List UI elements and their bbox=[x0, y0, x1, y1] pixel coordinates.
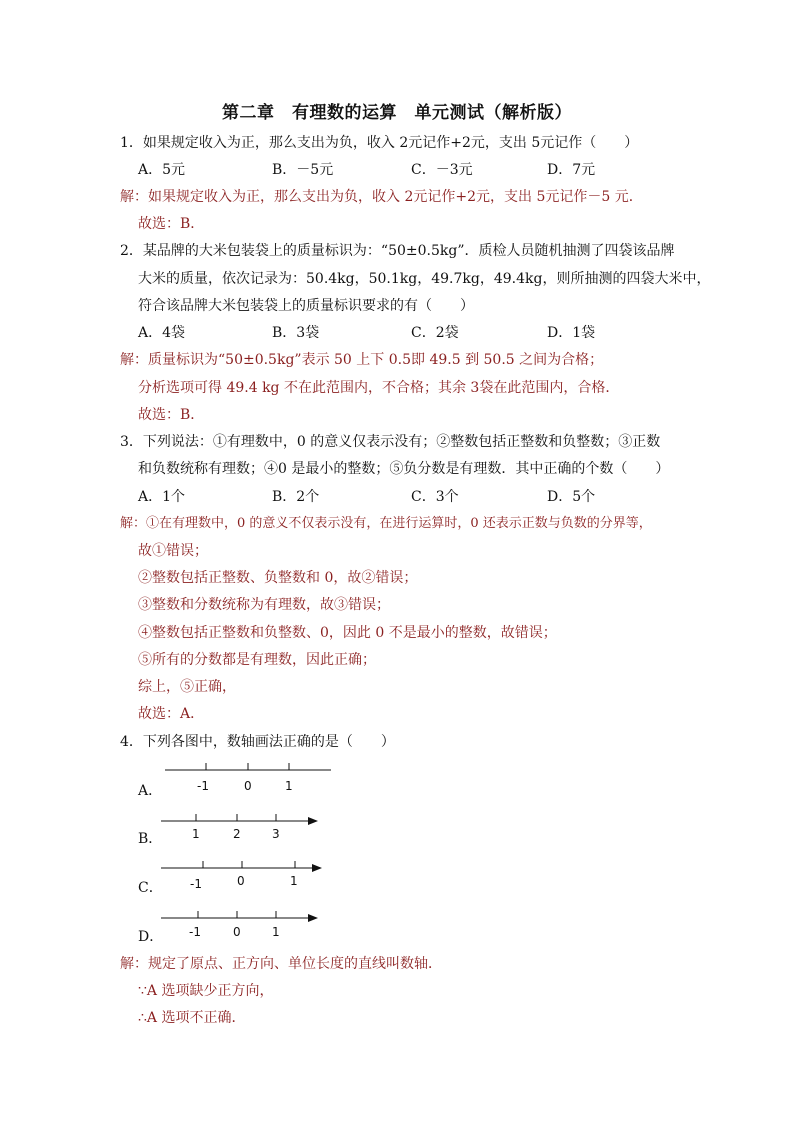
q2-option-d: D．1袋 bbox=[547, 325, 596, 341]
q3-choice: 故选：A． bbox=[138, 706, 205, 722]
axis-d-arrow bbox=[308, 914, 318, 922]
q4-axis-c bbox=[155, 858, 345, 896]
q2-stem-line2: 大米的质量，依次记录为：50.4kg，50.1kg，49.7kg，49.4kg，则所抽测的四袋大米中， bbox=[138, 271, 711, 287]
q1-option-a: A．5元 bbox=[138, 162, 186, 178]
q4-axis-b bbox=[155, 811, 345, 849]
q3-summary: 综上，⑤正确， bbox=[138, 679, 236, 695]
q2-stem-line1: 2．某品牌的大米包装袋上的质量标识为：“50±0.5kg”．质检人员随机抽测了四袋该品牌 bbox=[120, 243, 675, 259]
q1-stem: 1．如果规定收入为正，那么支出为负，收入 2元记作+2元，支出 5元记作（ ） bbox=[120, 135, 639, 151]
q2-solution-line1: 解：质量标识为“50±0.5kg”表示 50 上下 0.5即 49.5 到 50.5 之间为合格； bbox=[120, 352, 604, 368]
q1-option-c: C．－3元 bbox=[411, 162, 473, 178]
q3-stem-line1: 3．下列说法：①有理数中，0 的意义仅表示没有；②整数包括正整数和负整数；③正数 bbox=[120, 434, 661, 450]
q1-option-d: D．7元 bbox=[547, 162, 596, 178]
q1-choice: 故选：B． bbox=[138, 216, 205, 232]
axis-c-arrow bbox=[312, 864, 322, 872]
q4-option-d-label: D． bbox=[138, 929, 164, 945]
q2-option-b: B．3袋 bbox=[272, 325, 320, 341]
q3-option-b: B．2个 bbox=[272, 489, 320, 505]
q4-option-c-label: C． bbox=[138, 880, 163, 896]
q2-option-c: C．2袋 bbox=[411, 325, 459, 341]
q3-solution-line5: ⑤所有的分数都是有理数，因此正确； bbox=[138, 652, 376, 668]
q2-choice: 故选：B． bbox=[138, 407, 205, 423]
q3-stem-line2: 和负数统称有理数；④0 是最小的整数；⑤负分数是有理数．其中正确的个数（ ） bbox=[138, 461, 670, 477]
q2-option-a: A．4袋 bbox=[138, 325, 186, 341]
q1-option-b: B．－5元 bbox=[272, 162, 334, 178]
q3-option-c: C．3个 bbox=[411, 489, 459, 505]
q4-option-a-label: A． bbox=[138, 783, 163, 799]
q1-solution: 解：如果规定收入为正，那么支出为负，收入 2元记作+2元，支出 5元记作－5 元． bbox=[120, 189, 643, 205]
q2-solution-line2: 分析选项可得 49.4 kg 不在此范围内，不合格；其余 3袋在此范围内，合格． bbox=[138, 380, 620, 396]
axis-d-tick-label: 1 bbox=[272, 925, 280, 939]
axis-c-tick-label: 1 bbox=[290, 874, 298, 888]
axis-b-tick-label: 1 bbox=[192, 827, 200, 841]
axis-d-tick-label: -1 bbox=[189, 925, 201, 939]
q3-solution-line2: ②整数包括正整数、负整数和 0，故②错误； bbox=[138, 570, 418, 586]
axis-c-tick-label: -1 bbox=[190, 877, 202, 891]
page-title: 第二章 有理数的运算 单元测试（解析版） bbox=[222, 103, 572, 123]
axis-a-tick-label: -1 bbox=[197, 779, 209, 793]
q3-solution-line1b: 故①错误； bbox=[138, 543, 208, 559]
axis-b-tick-label: 3 bbox=[272, 827, 280, 841]
q4-stem: 4．下列各图中，数轴画法正确的是（ ） bbox=[120, 734, 395, 750]
q4-axis-a bbox=[155, 760, 345, 798]
q4-axis-d bbox=[155, 908, 345, 946]
q4-solution-line1: 解：规定了原点、正方向、单位长度的直线叫数轴． bbox=[120, 956, 442, 972]
axis-a-tick-label: 1 bbox=[285, 779, 293, 793]
q2-stem-line3: 符合该品牌大米包装袋上的质量标识要求的有（ ） bbox=[138, 298, 474, 314]
q4-solution-line3: ∴A 选项不正确． bbox=[138, 1010, 246, 1026]
axis-c-tick-label: 0 bbox=[237, 874, 245, 888]
q4-solution-line2: ∵A 选项缺少正方向， bbox=[138, 983, 274, 999]
q3-option-a: A．1个 bbox=[138, 489, 186, 505]
q3-solution-line1: 解：①在有理数中，0 的意义不仅表示没有，在进行运算时，0 还表示正数与负数的分界等， bbox=[120, 516, 652, 531]
q3-solution-line3: ③整数和分数统称为有理数，故③错误； bbox=[138, 597, 390, 613]
axis-b-arrow bbox=[308, 817, 318, 825]
q3-option-d: D．5个 bbox=[547, 489, 596, 505]
axis-d-tick-label: 0 bbox=[233, 925, 241, 939]
axis-b-tick-label: 2 bbox=[233, 827, 241, 841]
q4-option-b-label: B． bbox=[138, 831, 163, 847]
axis-a-tick-label: 0 bbox=[244, 779, 252, 793]
q3-solution-line4: ④整数包括正整数和负整数、0，因此 0 不是最小的整数，故错误； bbox=[138, 625, 557, 641]
